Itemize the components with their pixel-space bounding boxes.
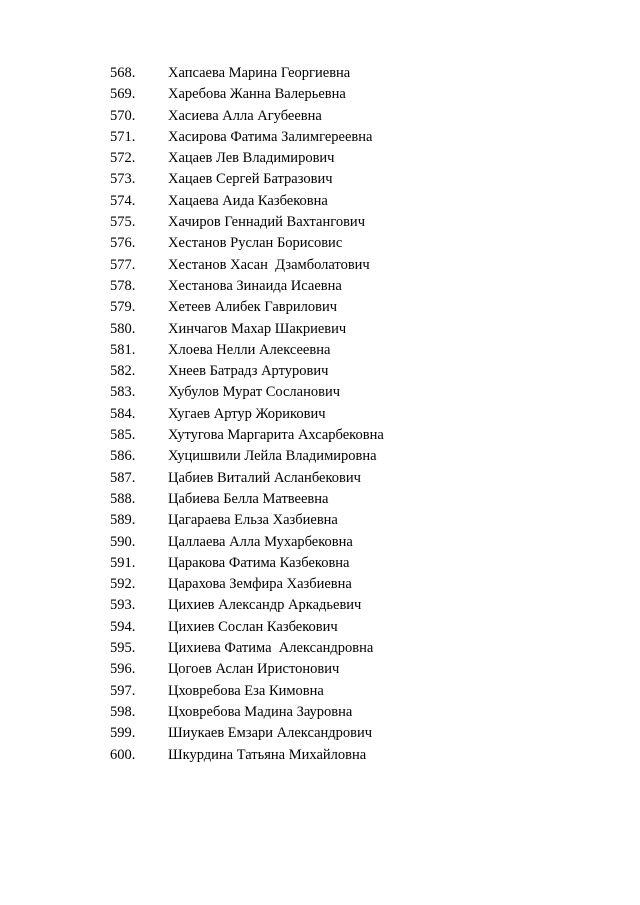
list-item (0, 404, 640, 425)
entry-name: Цогоев Аслан Иристонович (168, 661, 340, 678)
entry-number: 584. (110, 405, 136, 422)
entry-name: Цихиев Александр Аркадьевич (168, 597, 362, 614)
entry-name: Хацаев Сергей Батразович (168, 171, 333, 188)
entry-name: Царахова Земфира Хазбиевна (168, 576, 352, 593)
entry-number: 568. (110, 65, 136, 81)
entry-name: Цховребова Еза Кимовна (168, 682, 324, 699)
entry-name: Цховребова Мадина Зауровна (168, 703, 353, 720)
entry-number: 597. (110, 682, 136, 699)
entry-name: Хапсаева Марина Георгиевна (168, 65, 351, 81)
entry-number: 589. (110, 512, 136, 529)
entry-name: Хутугова Маргарита Ахсарбековна (168, 427, 384, 444)
list-item (0, 212, 640, 233)
list-item (0, 425, 640, 446)
entry-number: 582. (110, 363, 136, 380)
list-item (0, 191, 640, 212)
list-item (0, 63, 640, 84)
list-item (0, 595, 640, 616)
entry-number: 591. (110, 554, 136, 571)
list-item (0, 106, 640, 127)
entry-name: Хлоева Нелли Алексеевна (168, 341, 331, 358)
list-item (0, 233, 640, 254)
entry-number: 585. (110, 427, 136, 444)
entry-number: 570. (110, 107, 136, 124)
list-item (0, 297, 640, 318)
entry-name: Шиукаев Емзари Александрович (168, 725, 373, 742)
list-item (0, 489, 640, 510)
entry-number: 573. (110, 171, 136, 188)
list-item (0, 127, 640, 148)
name-list (0, 63, 640, 766)
list-item (0, 446, 640, 467)
entry-name: Хестанова Зинаида Исаевна (168, 277, 342, 294)
entry-number: 587. (110, 469, 136, 486)
entry-name: Хубулов Мурат Сосланович (168, 384, 341, 401)
entry-name: Цабиева Белла Матвеевна (168, 490, 329, 507)
list-item (0, 276, 640, 297)
list-item (0, 468, 640, 489)
entry-number: 590. (110, 533, 136, 550)
entry-name: Хинчагов Махар Шакриевич (168, 320, 347, 337)
list-item (0, 574, 640, 595)
entry-number: 595. (110, 640, 136, 657)
entry-name: Харебова Жанна Валерьевна (168, 86, 346, 103)
entry-number: 599. (110, 725, 136, 742)
entry-name: Хестанов Хасан Дзамболатович (168, 256, 370, 273)
list-item (0, 638, 640, 659)
entry-number: 575. (110, 214, 136, 231)
list-item (0, 340, 640, 361)
entry-name: Хасирова Фатима Залимгереевна (168, 128, 373, 145)
entry-number: 580. (110, 320, 136, 337)
entry-number: 594. (110, 618, 136, 635)
entry-number: 579. (110, 299, 136, 316)
entry-name: Хачиров Геннадий Вахтангович (168, 214, 365, 231)
entry-number: 592. (110, 576, 136, 593)
entry-name: Цабиев Виталий Асланбекович (168, 469, 361, 486)
entry-number: 598. (110, 703, 136, 720)
entry-name: Хуцишвили Лейла Владимировна (168, 448, 377, 465)
list-item (0, 617, 640, 638)
list-item (0, 84, 640, 105)
entry-name: Хугаев Артур Жорикович (168, 405, 326, 422)
entry-name: Хацаев Лев Владимирович (168, 150, 335, 167)
entry-name: Хацаева Аида Казбековна (168, 192, 328, 209)
list-item (0, 659, 640, 680)
list-item (0, 510, 640, 531)
entry-number: 571. (110, 128, 136, 145)
entry-name: Хетеев Алибек Гаврилович (168, 299, 338, 316)
list-item (0, 382, 640, 403)
list-item (0, 553, 640, 574)
list-item (0, 532, 640, 553)
entry-number: 576. (110, 235, 136, 252)
entry-name: Цихиев Сослан Казбекович (168, 618, 338, 635)
entry-number: 574. (110, 192, 136, 209)
list-item (0, 681, 640, 702)
list-item (0, 745, 640, 766)
entry-number: 577. (110, 256, 136, 273)
entry-name: Цихиева Фатима Александровна (168, 640, 374, 657)
entry-name: Цаллаева Алла Мухарбековна (168, 533, 353, 550)
entry-number: 593. (110, 597, 136, 614)
entry-number: 581. (110, 341, 136, 358)
entry-number: 569. (110, 86, 136, 103)
entry-name: Царакова Фатима Казбековна (168, 554, 350, 571)
list-item (0, 319, 640, 340)
entry-number: 588. (110, 490, 136, 507)
entry-number: 572. (110, 150, 136, 167)
entry-number: 586. (110, 448, 136, 465)
list-item (0, 169, 640, 190)
entry-name: Шкурдина Татьяна Михайловна (168, 746, 367, 763)
list-item (0, 361, 640, 382)
entry-name: Цагараева Ельза Хазбиевна (168, 512, 338, 529)
entry-number: 600. (110, 746, 136, 763)
list-item (0, 148, 640, 169)
entry-name: Хестанов Руслан Борисовис (168, 235, 343, 252)
entry-number: 583. (110, 384, 136, 401)
entry-name: Хасиева Алла Агубеевна (168, 107, 322, 124)
entry-name: Хнеев Батрадз Артурович (168, 363, 329, 380)
list-item (0, 723, 640, 744)
entry-number: 596. (110, 661, 136, 678)
list-item (0, 702, 640, 723)
entry-number: 578. (110, 277, 136, 294)
list-item (0, 255, 640, 276)
